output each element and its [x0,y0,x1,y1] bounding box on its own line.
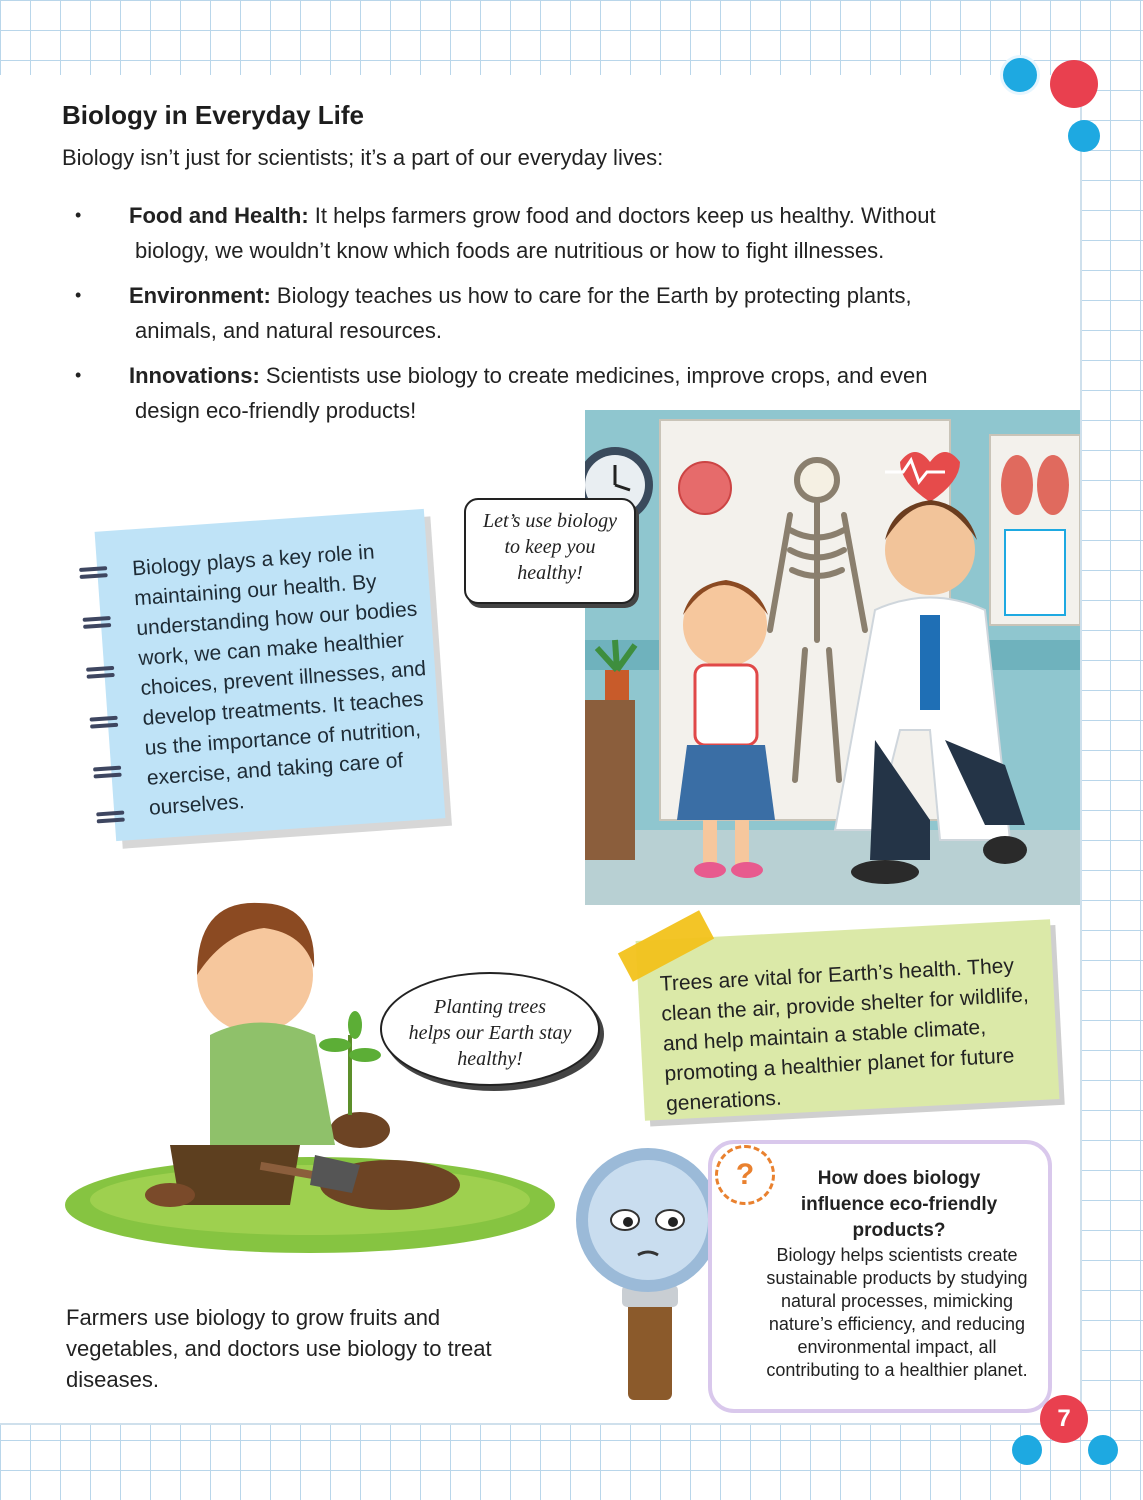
sapling-icon [319,1011,381,1115]
health-note-text: Biology plays a key role in maintaining our health. By understanding how our bodies work, we can make healthier choices, prevent illnesses, and develop treatments. It teaches us the importance of nutrition, exercise, and taking care of ourselves. [131,540,427,820]
section-heading: Biology in Everyday Life [62,100,364,130]
bullet-marker: • [75,285,82,305]
page-number: 7 [1040,1395,1088,1443]
doctor-speech-bubble [464,498,636,604]
faq-question: How does biology influence eco-friendly products? [800,1168,998,1241]
bullet-text: Biology teaches us how to care for the Earth by protecting plants, [270,283,912,308]
speech-line: Let’s use biology [482,510,618,532]
speech-line: helps our Earth stay [408,1022,572,1044]
question-icon: ? [715,1145,775,1205]
molecule-icon [1050,60,1098,108]
molecule-icon [1068,120,1100,152]
molecule-icon [1000,55,1040,95]
doctor-scene [585,410,1080,905]
molecule-icon [1088,1435,1118,1465]
bullet-text: It helps farmers grow food and doctors keep us healthy. Without [308,203,936,228]
speech-line: healthy! [457,1048,523,1070]
speech-line: healthy! [517,562,583,584]
boy-speech-bubble [380,972,600,1086]
bullet-title: Food and Health: [129,203,309,228]
speech-line: Planting trees [433,996,547,1018]
bullet-list [75,198,1035,438]
faq-answer: Biology helps scientists create sustainable products by studying natural processes, mimicking nature’s efficiency, and reducing environmental impact, all contributing to a healthier planet. [766,1245,1028,1380]
bullet-title: Innovations: [129,363,260,388]
bullet-title: Environment: [129,283,271,308]
bullet-text: Scientists use biology to create medicines, improve crops, and even [259,363,928,388]
intro-text: Biology isn’t just for scientists; it’s a part of our everyday lives: [62,145,664,170]
clinic-illustration [585,410,1080,905]
bullet-continuation: design eco-friendly products! [135,398,417,423]
trees-note-text: Trees are vital for Earth’s health. They clean the air, provide shelter for wildlife, and help maintain a stable climate, promoting a healthier planet for future generations. [659,954,1030,1116]
plant-shelf [585,640,635,860]
speech-line: to keep you [504,536,596,558]
bullet-continuation: animals, and natural resources. [135,318,442,343]
health-note [95,509,446,841]
caption-text: Farmers use biology to grow fruits and vegetables, and doctors use biology to treat diseases. [66,1305,492,1392]
molecule-icon [1012,1435,1042,1465]
bullet-marker: • [75,365,82,385]
magnifier-mascot-icon [560,1140,720,1400]
bullet-environment [75,278,1035,348]
bullet-continuation: biology, we wouldn’t know which foods are nutritious or how to fight illnesses. [135,238,885,263]
trees-note [636,919,1060,1120]
bullet-food-health [75,198,1035,268]
brain-chart-icon [679,462,731,514]
bullet-marker: • [75,205,82,225]
